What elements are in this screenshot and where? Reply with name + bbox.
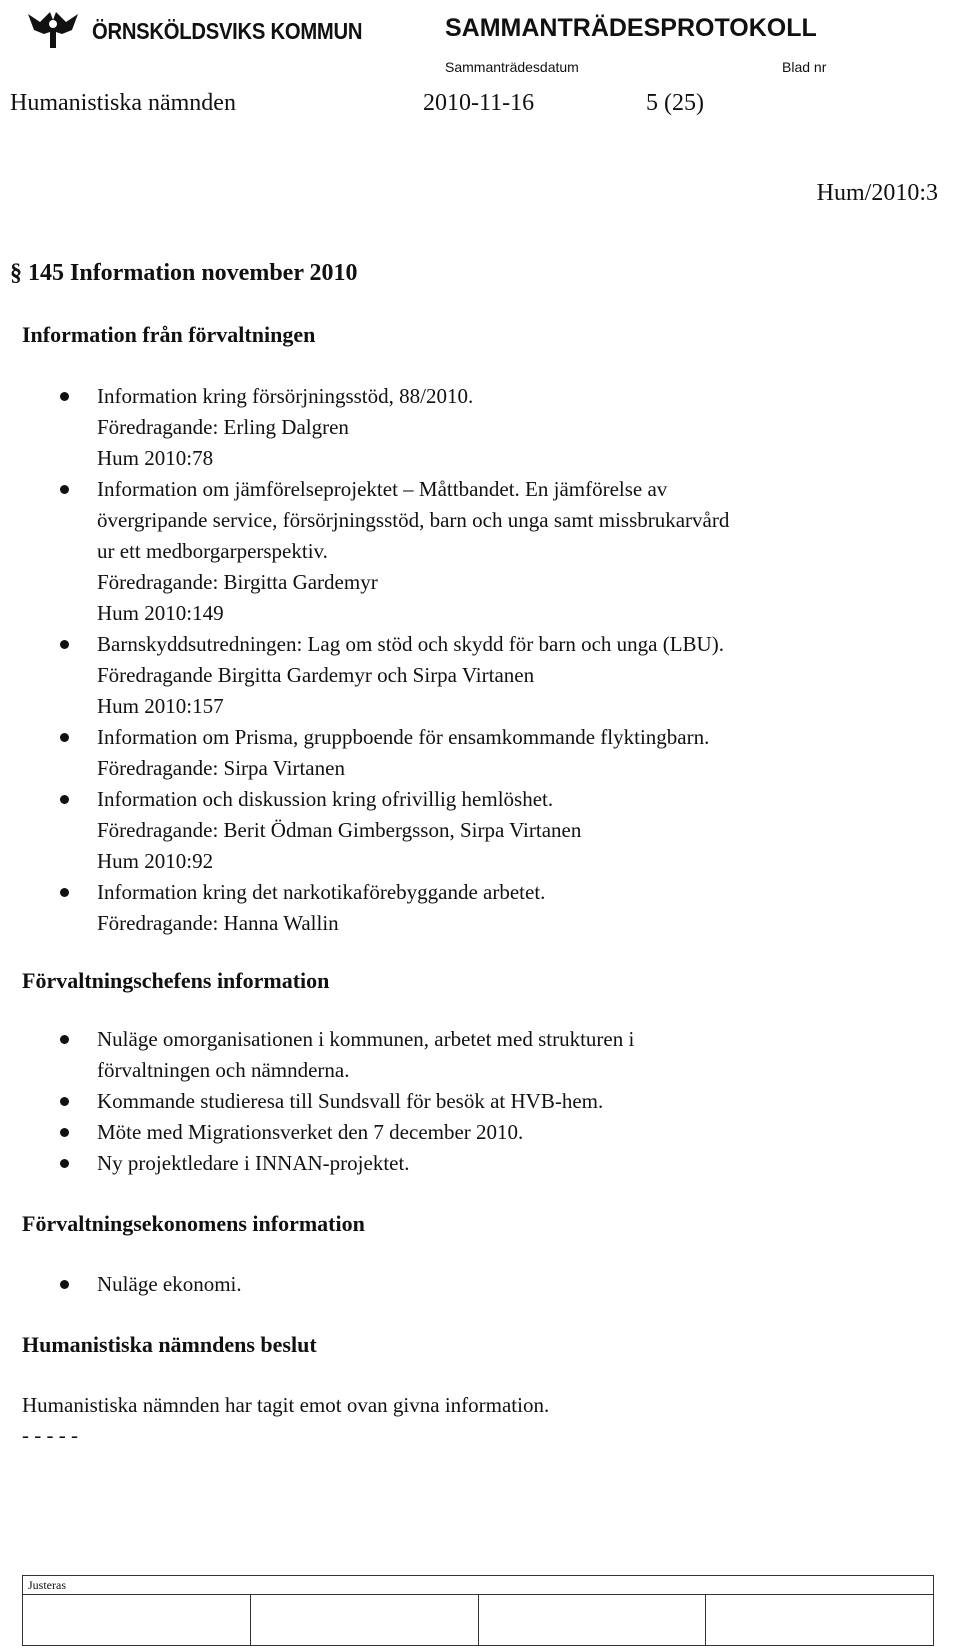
list-item [22,1269,932,1300]
list-item [22,1117,932,1148]
eagle-crest-icon [22,6,84,54]
bullet-icon [60,1097,69,1106]
document-title: SAMMANTRÄDESPROTOKOLL [445,14,817,42]
item-line: Nuläge ekonomi. [97,1272,242,1296]
bullet-icon [60,1280,69,1289]
list-item [22,381,932,474]
bullet-icon [60,640,69,649]
section-heading: Förvaltningschefens information [22,968,330,993]
item-line: Hum 2010:78 [97,446,214,470]
item-line: Föredragande: Berit Ödman Gimbergsson, Sirpa Virtanen [97,818,582,842]
item-line: Information om Prisma, gruppboende för ensamkommande flyktingbarn. [97,725,710,749]
logo-wordmark: ÖRNSKÖLDSVIKS KOMMUN [92,18,363,44]
item-line: Möte med Migrationsverket den 7 december 2010. [97,1120,524,1144]
bullet-icon [60,1128,69,1137]
bullet-icon [60,888,69,897]
item-line: Information och diskussion kring ofrivillig hemlöshet. [97,787,554,811]
bullet-icon [60,485,69,494]
signature-cell [23,1595,251,1646]
end-dashes: - - - - - [22,1423,78,1447]
item-line: Information kring det narkotikaförebyggande arbetet. [97,880,546,904]
list-item [22,1024,932,1086]
item-line: Barnskyddsutredningen: Lag om stöd och skydd för barn och unga (LBU). [97,632,724,656]
item-line: Hum 2010:149 [97,601,224,625]
bullet-icon [60,392,69,401]
bullet-list [22,1269,932,1300]
list-item [22,784,932,877]
list-item [22,1086,932,1117]
item-line: Hum 2010:157 [97,694,224,718]
bullet-icon [60,1159,69,1168]
item-line: Föredragande: Birgitta Gardemyr [97,570,378,594]
list-item [22,629,932,722]
bullet-list [22,1024,932,1179]
item-line: Hum 2010:92 [97,849,214,873]
decision-text: Humanistiska nämnden har tagit emot ovan givna information. [22,1393,550,1417]
protocol-content [10,258,932,1450]
list-item [22,877,932,939]
section-title: § 145 Information november 2010 [10,260,358,286]
meeting-date: 2010-11-16 [423,90,535,116]
list-item [22,1148,932,1179]
item-line: Föredragande: Erling Dalgren [97,415,349,439]
municipality-logo [22,6,363,54]
decision-heading: Humanistiska nämndens beslut [22,1332,317,1357]
item-line: övergripande service, försörjningsstöd, barn och unga samt missbrukarvård [97,508,730,532]
signature-table [22,1575,934,1646]
item-line: Föredragande Birgitta Gardemyr och Sirpa Virtanen [97,663,535,687]
bullet-list [22,381,932,939]
bullet-icon [60,795,69,804]
item-line: Nuläge omorganisationen i kommunen, arbetet med strukturen i [97,1027,635,1051]
list-item [22,474,932,629]
item-line: Information kring försörjningsstöd, 88/2010. [97,384,474,408]
case-reference: Hum/2010:3 [816,180,938,206]
item-line: Kommande studieresa till Sundsvall för besök at HVB-hem. [97,1089,604,1113]
item-line: Föredragande: Hanna Wallin [97,911,339,935]
section-heading: Information från förvaltningen [22,322,316,347]
page-number: 5 (25) [646,90,704,116]
list-item [22,722,932,784]
signature-cell [479,1595,707,1646]
signature-cell [251,1595,479,1646]
item-line: ur ett medborgarperspektiv. [97,539,328,563]
bullet-icon [60,733,69,742]
section-heading: Förvaltningsekonomens information [22,1211,365,1236]
page-label: Blad nr [782,59,827,75]
signature-cell [706,1595,933,1646]
item-line: förvaltningen och nämnderna. [97,1058,350,1082]
bullet-icon [60,1035,69,1044]
signature-label: Justeras [23,1576,933,1595]
date-label: Sammanträdesdatum [445,59,579,75]
item-line: Föredragande: Sirpa Virtanen [97,756,345,780]
item-line: Information om jämförelseprojektet – Måttbandet. En jämförelse av [97,477,668,501]
committee-name: Humanistiska nämnden [10,90,236,116]
item-line: Ny projektledare i INNAN-projektet. [97,1151,410,1175]
